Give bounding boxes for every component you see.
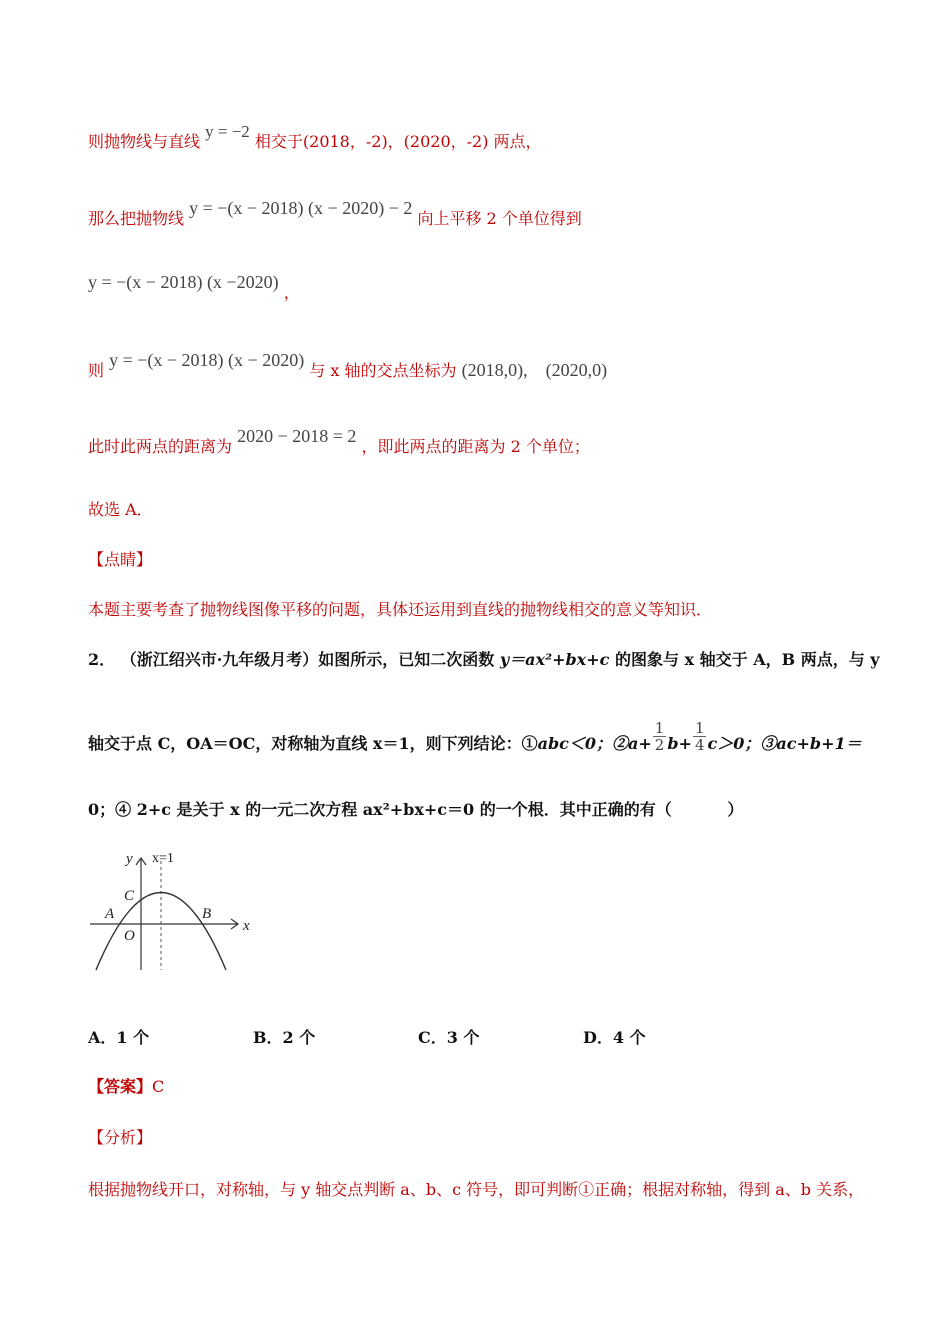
parabola-graph: [88, 845, 268, 975]
math-expression: y = −(x − 2018) (x − 2020): [109, 350, 305, 370]
text: 轴交于点 C，OA＝OC，对称轴为直线 x＝1，则下列结论：①: [88, 734, 538, 753]
label-A: A: [105, 906, 115, 922]
option-c: C．3 个: [418, 1028, 480, 1047]
text: c＞0；③ac+b+1＝: [707, 734, 862, 753]
answer-label: 【答案】: [88, 1077, 153, 1096]
text: 相交于(2018，-2)，(2020，-2) 两点，: [254, 132, 542, 151]
answer-line: [88, 1077, 164, 1097]
math-expression: y = −(x − 2018) (x − 2020) − 2: [189, 198, 413, 218]
question-line-3: 0；④ 2+c 是关于 x 的一元二次方程 ax²+bx+c＝0 的一个根．其中正确的有（ ）: [88, 800, 744, 819]
text: abc＜0；②a+: [537, 734, 652, 753]
option-a: A．1 个: [88, 1028, 150, 1047]
text: ，即此两点的距离为 2 个单位；: [361, 437, 590, 456]
option-b: B．2 个: [253, 1028, 316, 1047]
text: ，: [283, 283, 300, 302]
text: 那么把抛物线: [88, 209, 185, 228]
math-expression: 2020 − 2018 = 2: [237, 426, 357, 446]
label-x: x: [243, 918, 250, 934]
comment-text: 本题主要考查了抛物线图像平移的问题，具体还运用到直线的抛物线相交的意义等知识．: [88, 600, 713, 619]
option-d: D．4 个: [583, 1028, 646, 1047]
text: 则抛物线与直线: [88, 132, 201, 151]
math-coordinates: (2018,0), (2020,0): [461, 360, 608, 380]
comment-heading: 【点睛】: [88, 550, 153, 569]
solution-line-1: [88, 122, 542, 152]
label-C: C: [124, 888, 135, 904]
fraction-quarter: $\frac{1}{4}$: [694, 719, 705, 754]
answer-value: C: [152, 1077, 165, 1096]
conclusion-line: 故选 A．: [88, 500, 153, 519]
function-expression: y＝ax²+bx+c: [499, 650, 610, 669]
text: 与 x 轴的交点坐标为: [309, 361, 457, 380]
text: b+: [667, 734, 692, 753]
label-O: O: [124, 928, 135, 944]
solution-line-3: [88, 272, 300, 303]
question-source: （浙江绍兴市·九年级月考）如图所示，已知二次函数: [120, 650, 495, 669]
question-line-1: [88, 650, 880, 670]
fraction-half: $\frac{1}{2}$: [654, 719, 665, 754]
text: 此时此两点的距离为: [88, 437, 233, 456]
analysis-text: 根据抛物线开口，对称轴，与 y 轴交点判断 a、b、c 符号，即可判断①正确；根据对称轴，得到 a、b 关系，: [88, 1180, 865, 1199]
question-number: 2．: [88, 650, 116, 669]
label-B: B: [202, 906, 212, 922]
solution-line-4: [88, 350, 608, 381]
label-y: y: [126, 851, 133, 867]
analysis-heading: 【分析】: [88, 1128, 153, 1147]
text: 的图象与 x 轴交于 A，B 两点，与 y: [614, 650, 880, 669]
question-line-2: [88, 719, 862, 761]
math-expression: y = −(x − 2018) (x −2020): [88, 272, 279, 292]
solution-line-5: [88, 426, 590, 457]
math-expression: y = −2: [205, 122, 250, 141]
text: 则: [88, 361, 105, 380]
solution-line-2: [88, 198, 582, 229]
text: 向上平移 2 个单位得到: [417, 209, 582, 228]
label-x1: x=1: [152, 851, 174, 866]
